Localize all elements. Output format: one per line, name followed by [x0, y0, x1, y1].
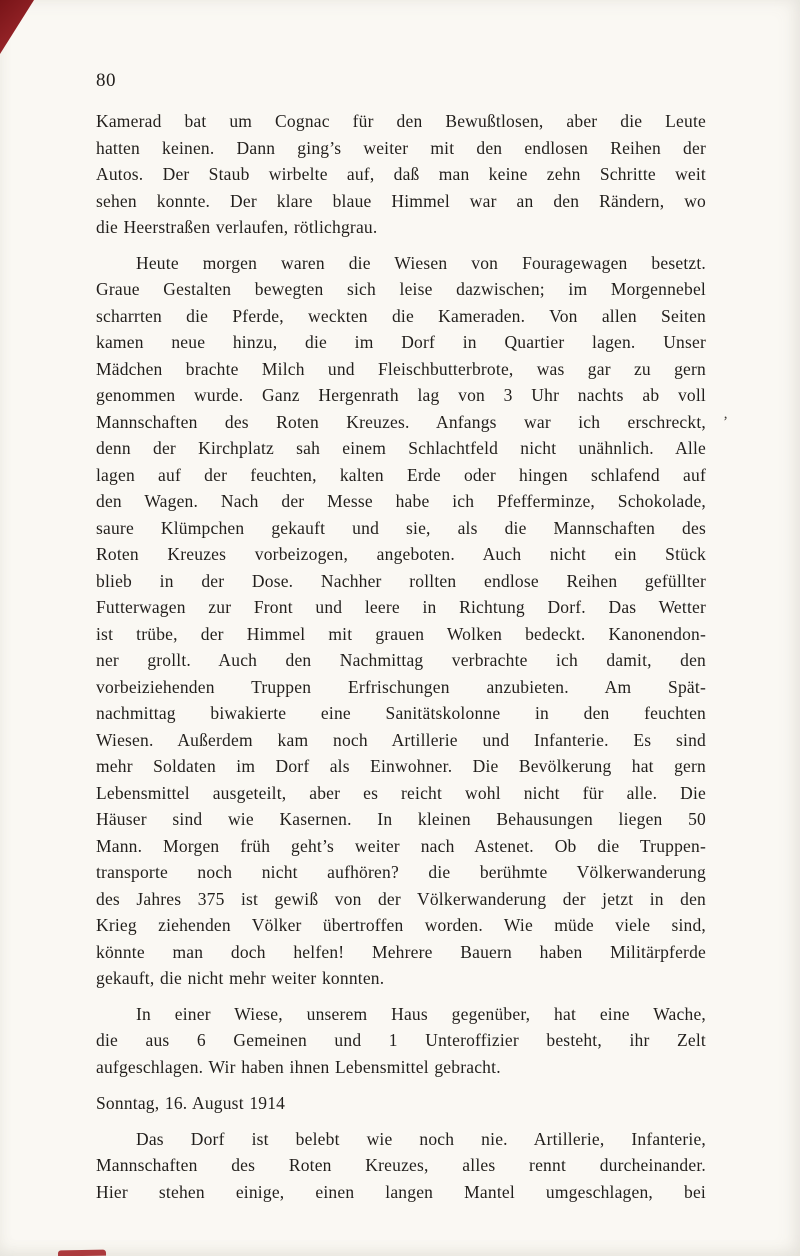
text-line: Autos. Der Staub wirbelte auf, daß man keine zehn Schritte weit: [96, 164, 706, 184]
text-line: mehr Soldaten im Dorf als Einwohner. Die Bevölkerung hat gern: [96, 756, 706, 776]
text-line: Futterwagen zur Front und leere in Richtung Dorf. Das Wetter: [96, 597, 706, 617]
text-line: die aus 6 Gemeinen und 1 Unteroffizier besteht, ihr Zelt: [96, 1030, 706, 1050]
text-line: des Jahres 375 ist gewiß von der Völkerwanderung der jetzt in den: [96, 888, 706, 909]
text-line: Mädchen brachte Milch und Fleischbutterbrote, was gar zu gern: [96, 358, 706, 379]
text-line: Krieg ziehenden Völker übertroffen worden. Wie müde viele sind,: [96, 915, 706, 935]
page-number: 80: [96, 70, 116, 91]
text-line: hatten keinen. Dann ging’s weiter mit den endlosen Reihen der: [96, 137, 706, 158]
text-line: Mannschaften des Roten Kreuzes. Anfangs war ich erschreckt,: [96, 411, 706, 432]
scan-stray-mark: ’: [723, 414, 728, 430]
text-line: Hier stehen einige, einen langen Mantel umgeschlagen, bei: [96, 1181, 706, 1202]
text-line: Häuser sind wie Kasernen. In kleinen Behausungen liegen 50: [96, 809, 706, 829]
text-line: Kamerad bat um Cognac für den Bewußtlosen, aber die Leute: [96, 111, 706, 131]
text-line: transporte noch nicht aufhören? die berühmte Völkerwanderung: [96, 862, 706, 882]
text-line: Roten Kreuzes vorbeizogen, angeboten. Auch nicht ein Stück: [96, 544, 706, 564]
paragraph: [96, 1126, 706, 1206]
text-line: denn der Kirchplatz sah einem Schlachtfeld nicht unähnlich. Alle: [96, 438, 706, 458]
text-line: ner grollt. Auch den Nachmittag verbrachte ich damit, den: [96, 650, 706, 670]
text-line: Graue Gestalten bewegten sich leise dazwischen; im Morgennebel: [96, 279, 706, 299]
text-line: Wiesen. Außerdem kam noch Artillerie und Infanterie. Es sind: [96, 729, 706, 750]
text-line: lagen auf der feuchten, kalten Erde oder hingen schlafend auf: [96, 464, 706, 485]
text-line: den Wagen. Nach der Messe habe ich Pfefferminze, Schokolade,: [96, 491, 706, 511]
red-cover-edge-bottom-icon: [58, 1250, 106, 1256]
text-line: die Heerstraßen verlaufen, rötlichgrau.: [96, 217, 378, 237]
text-line: nachmittag biwakierte eine Sanitätskolonne in den feuchten: [96, 703, 706, 723]
text-line: sehen konnte. Der klare blaue Himmel war an den Rändern, wo: [96, 190, 706, 211]
paragraph: [96, 1001, 706, 1081]
text-line: Mann. Morgen früh geht’s weiter nach Astenet. Ob die Truppen-: [96, 835, 706, 856]
paragraph: [96, 250, 706, 992]
text-line: ist trübe, der Himmel mit grauen Wolken bedeckt. Kanonendon-: [96, 623, 706, 644]
text-line: gekauft, die nicht mehr weiter konnten.: [96, 968, 385, 988]
text-line: aufgeschlagen. Wir haben ihnen Lebensmittel gebracht.: [96, 1056, 501, 1077]
text-line: kamen neue hinzu, die im Dorf in Quartier lagen. Unser: [96, 332, 706, 352]
paragraph: [96, 108, 706, 241]
text-line: Das Dorf ist belebt wie noch nie. Artillerie, Infanterie,: [136, 1128, 706, 1149]
text-line: Lebensmittel ausgeteilt, aber es reicht wohl nicht für alle. Die: [96, 782, 706, 803]
text-line: scharrten die Pferde, weckten die Kameraden. Von allen Seiten: [96, 305, 706, 326]
text-line: In einer Wiese, unserem Haus gegenüber, hat eine Wache,: [136, 1003, 706, 1024]
text-line: blieb in der Dose. Nachher rollten endlose Reihen gefüllter: [96, 570, 706, 591]
text-line: vorbeiziehenden Truppen Erfrischungen anzubieten. Am Spät-: [96, 676, 706, 697]
page-text-block: [96, 108, 706, 1205]
text-line: genommen wurde. Ganz Hergenrath lag von 3 Uhr nachts ab voll: [96, 385, 706, 405]
text-line: saure Klümpchen gekauft und sie, als die Mannschaften des: [96, 517, 706, 538]
date-heading: [96, 1090, 706, 1117]
text-line: Heute morgen waren die Wiesen von Fouragewagen besetzt.: [136, 252, 706, 273]
red-cover-corner-icon: [0, 0, 34, 54]
text-line: könnte man doch helfen! Mehrere Bauern haben Militärpferde: [96, 941, 706, 962]
text-line: Sonntag, 16. August 1914: [96, 1093, 286, 1113]
text-line: Mannschaften des Roten Kreuzes, alles rennt durcheinander.: [96, 1155, 706, 1175]
